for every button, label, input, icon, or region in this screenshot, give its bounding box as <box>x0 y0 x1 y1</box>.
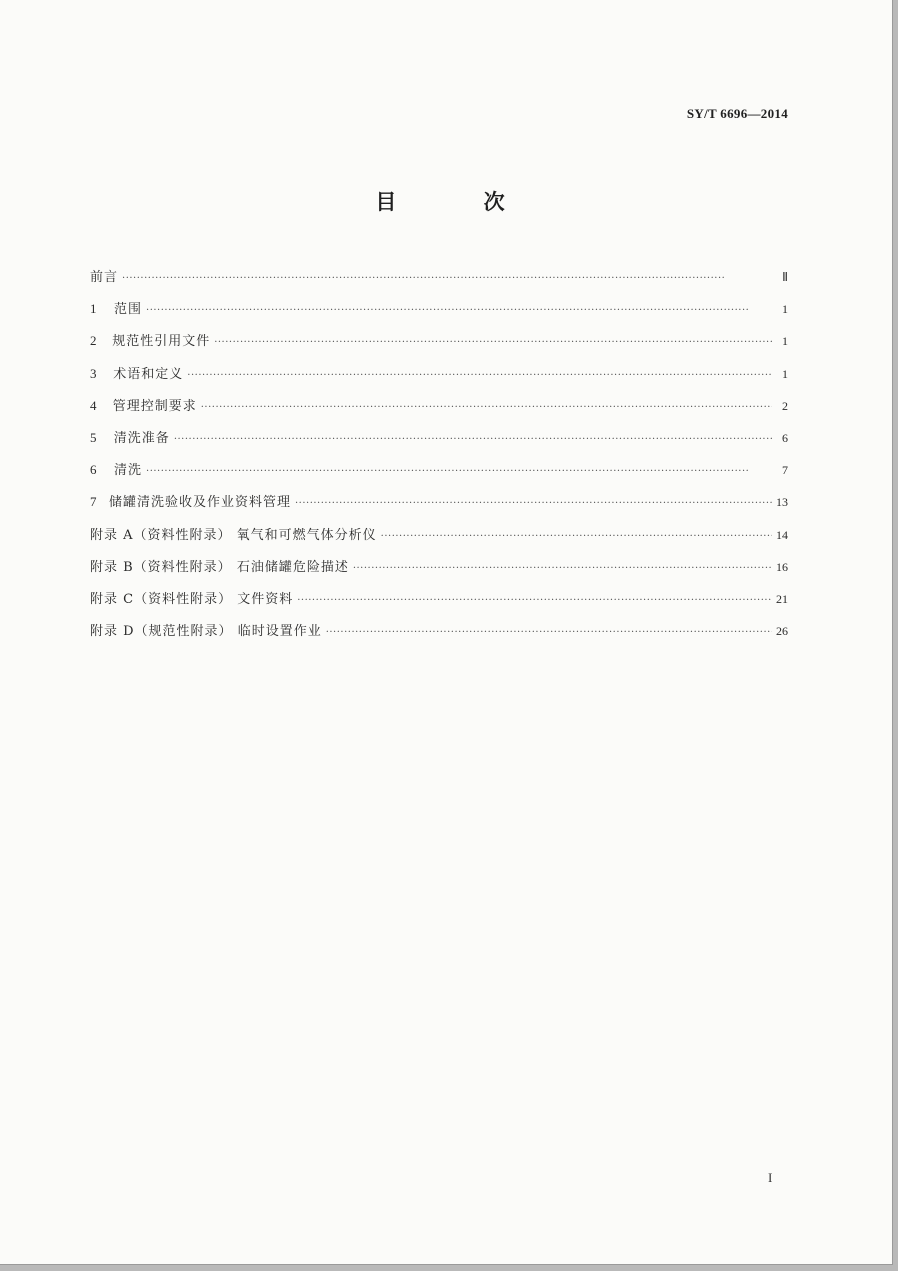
table-of-contents <box>90 267 788 653</box>
toc-entry-page: 16 <box>776 559 788 574</box>
toc-entry-label: 范围 <box>114 302 143 318</box>
toc-dot-leader <box>201 398 772 418</box>
toc-dot-leader <box>187 366 772 386</box>
toc-entry-page: 1 <box>782 366 788 381</box>
toc-entry-label: 管理控制要求 <box>112 398 197 414</box>
toc-entry-preface[interactable] <box>90 267 788 299</box>
toc-dot-leader <box>146 301 772 321</box>
toc-entry-number: 4 <box>90 397 97 413</box>
toc-entry-number: 3 <box>90 365 97 381</box>
toc-entry-page: 26 <box>776 624 788 639</box>
toc-title: 目 次 <box>375 190 545 214</box>
toc-entry-label: 清洗准备 <box>113 430 170 446</box>
toc-entry-page: 6 <box>782 430 788 445</box>
toc-entry-page: 2 <box>782 398 788 413</box>
toc-entry-appendix-b[interactable] <box>90 557 788 589</box>
toc-entry-page: 13 <box>776 495 788 510</box>
toc-entry-number: 7 <box>90 494 97 510</box>
toc-entry-number: 1 <box>90 301 97 317</box>
toc-dot-leader <box>174 430 772 450</box>
toc-entry-6[interactable] <box>90 460 788 492</box>
toc-entry-3[interactable] <box>90 364 788 396</box>
toc-dot-leader <box>122 269 772 289</box>
page-number: I <box>768 1170 773 1185</box>
toc-entry-page: 1 <box>782 302 788 317</box>
toc-entry-number: 2 <box>90 333 97 349</box>
toc-entry-page: 14 <box>776 527 788 542</box>
standard-code: SY/T 6696—2014 <box>686 106 788 121</box>
toc-entry-label: 附录 A（资料性附录） 氧气和可燃气体分析仪 <box>90 527 377 543</box>
toc-entry-page: 7 <box>782 463 788 478</box>
toc-entry-label: 储罐清洗验收及作业资料管理 <box>108 495 291 511</box>
toc-entry-label: 附录 D（规范性附录） 临时设置作业 <box>90 624 322 640</box>
toc-entry-label: 附录 C（资料性附录） 文件资料 <box>90 591 294 607</box>
toc-dot-leader <box>381 527 772 547</box>
toc-entry-appendix-d[interactable] <box>90 621 788 653</box>
toc-entry-1[interactable] <box>90 299 788 331</box>
toc-entry-appendix-a[interactable] <box>90 525 788 557</box>
toc-entry-2[interactable] <box>90 331 788 363</box>
toc-entry-page: Ⅱ <box>782 270 788 284</box>
toc-entry-4[interactable] <box>90 396 788 428</box>
toc-entry-number: 6 <box>90 462 97 478</box>
toc-dot-leader <box>326 623 772 643</box>
toc-entry-appendix-c[interactable] <box>90 589 788 621</box>
toc-entry-number: 5 <box>90 429 97 445</box>
toc-dot-leader <box>353 559 772 579</box>
toc-entry-5[interactable] <box>90 428 788 460</box>
toc-dot-leader <box>297 591 772 611</box>
toc-entry-label: 术语和定义 <box>113 366 184 382</box>
toc-dot-leader <box>214 333 772 353</box>
toc-entry-7[interactable] <box>90 492 788 524</box>
toc-entry-label: 附录 B（资料性附录） 石油储罐危险描述 <box>90 559 349 575</box>
toc-dot-leader <box>295 494 772 514</box>
toc-entry-page: 1 <box>782 334 788 349</box>
toc-dot-leader <box>146 462 772 482</box>
toc-entry-label: 清洗 <box>114 463 143 479</box>
toc-entry-page: 21 <box>776 591 788 606</box>
toc-entry-label: 前言 <box>90 270 119 285</box>
toc-entry-label: 规范性引用文件 <box>112 334 211 350</box>
